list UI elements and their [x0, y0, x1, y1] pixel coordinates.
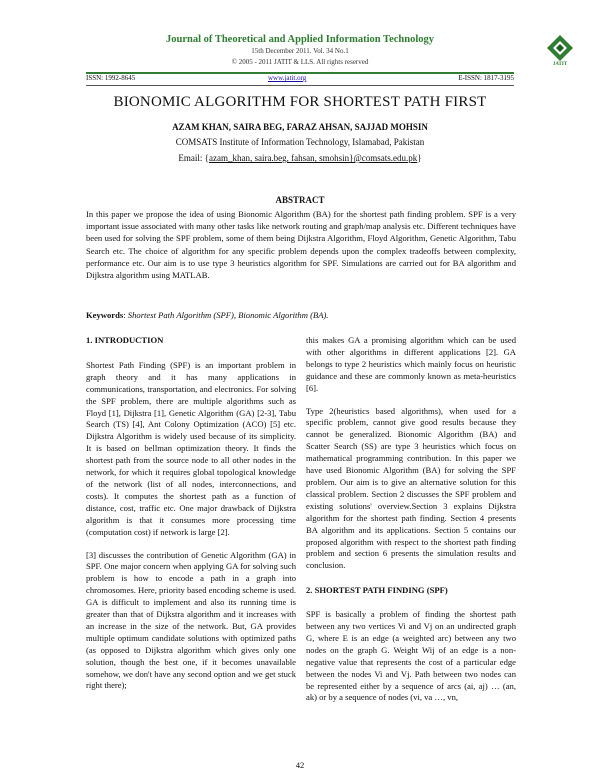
header-divider [86, 85, 514, 86]
email-address-link[interactable]: azam_khan, saira.beg, fahsan, smohsin}@comsats.edu.pk [208, 153, 418, 163]
abstract-text: In this paper we propose the idea of using Bionomic Algorithm (BA) for the shortest path finding problem. SPF is a very important issue associated with many other tasks like network routing and graph/map analysis etc. Different techniques have been used for solving the SPF problem, some of them being Dijkstra Algorithm, Floyd Algorithm, Genetic Algorithm, Tabu Search etc. The choice of algorithm for any specific problem depends upon the complex tradeoffs between complexity, performance etc. Our aim is to use type 3 heuristics algorithm for SPF. Simulations are carried out for BA algorithm and Dijkstra algorithm using MATLAB. [86, 209, 516, 281]
intro-paragraph-1: Shortest Path Finding (SPF) is an important problem in graph theory and it has many applications in communications, transportation, and electronics. For solving the SPF problem, there are multiple algorithms such as Floyd [1], Dijkstra [1], Genetic Algorithm (GA) [2-3], Tabu Search (TS) [4], Ant Colony Optimization (ACO) [5] etc. Dijkstra Algorithm is widely used because of its simplicity. It is based on bellman optimization theory. It finds the shortest path from the source node to all other nodes in the network, for which it requires global topological knowledge of the network (list of all nodes, interconnections, and costs). It computes the shortest path as a function of distance, cost, traffic etc. One major drawback of Dijkstra algorithm is that it consumes more processing time (computation cost) if network is large [2]. [86, 359, 296, 537]
logo-text: JATIT [552, 62, 568, 67]
eissn: E-ISSN: 1817-3195 [458, 74, 514, 82]
affiliation: COMSATS Institute of Information Technology, Islamabad, Pakistan [175, 137, 425, 147]
keywords-list: Shortest Path Algorithm (SPF), Bionomic Algorithm (BA). [127, 310, 329, 320]
keywords-line: Keywords: Shortest Path Algorithm (SPF), Bionomic Algorithm (BA). [86, 310, 329, 320]
issn-row [86, 74, 514, 84]
keywords-label: Keywords [86, 310, 124, 320]
left-column [86, 335, 296, 692]
authors: AZAM KHAN, SAIRA BEG, FARAZ AHSAN, SAJJAD MOHSIN [172, 122, 428, 132]
email-prefix: Email: { [178, 153, 209, 163]
journal-url-link[interactable]: www.jatit.org [268, 74, 307, 82]
intro-paragraph-3: this makes GA a promising algorithm which can be used with other algorithms in different applications [2]. GA belongs to type 2 heuristics which mainly focus on heuristic guidance and these are commonly known as meta-heuristics [6]. [306, 335, 516, 393]
abstract-heading: ABSTRACT [275, 195, 325, 205]
page-number: 42 [295, 760, 305, 770]
intro-paragraph-4: Type 2(heuristics based algorithms), when used for a specific problem, cannot give good results because they cannot be generalized. Bionomic Algorithm (BA) and Scatter Search (SS) are type 3 heuristics which focus on mathematical programming contribution. In this paper we have used Bionomic Algorithm (BA) for solving the SPF problem. Our aim is to give an alternative solution for this classical problem. Section 2 discusses the SPF problem and existing solutions' overview.Section 3 explains Dijkstra algorithm for the shortest path finding. Section 4 presents BA algorithm and its applications. Section 5 contains our proposed algorithm with respect to the shortest path finding problem and section 6 presents the simulation results and conclusion. [306, 405, 516, 571]
intro-paragraph-2: [3] discusses the contribution of Genetic Algorithm (GA) in SPF. One major concern when applying GA for solving such problem is how to encode a path in a graph into chromosomes. Here, priority based encoding scheme is used. GA is difficult to implement and also its running time is greater than that of Dijkstra algorithm and it increases with an increase in the size of the network. But, GA provides multiple optimum candidate solutions with optimized paths (as opposed to Dijkstra algorithm which gives only one solution, though the best one, if it becomes unavailable somehow, we don't have any second option and we get stuck right there); [86, 549, 297, 691]
email-suffix: } [417, 153, 422, 163]
issn: ISSN: 1992-8645 [86, 74, 136, 82]
copyright-line: © 2005 - 2011 JATIT & LLS. All rights reserved [231, 58, 369, 66]
paper-title: BIONOMIC ALGORITHM FOR SHORTEST PATH FIRST [113, 94, 487, 110]
spf-paragraph-1: SPF is basically a problem of finding the shortest path between any two vertices Vi and Vj on an undirected graph G, where E is an edge (a weighted arc) between any two nodes on the graph G. Weight Wij of an edge is a non-negative value that represents the cost of a particular edge between the nodes Vi and Vj. Path between two nodes can be represented either by a sequence of arcs (ai, aj) … (an, ak) or by a sequence of nodes (vi, va …, vn, [306, 609, 516, 703]
journal-title: Journal of Theoretical and Applied Information Technology [166, 34, 434, 45]
email-line [0, 153, 600, 163]
section-2-heading: 2. SHORTEST PATH FINDING (SPF) [306, 585, 448, 596]
right-column [306, 335, 516, 704]
issue-line: 15th December 2011. Vol. 34 No.1 [251, 47, 349, 55]
section-1-heading: 1. INTRODUCTION [86, 335, 164, 345]
jatit-logo-icon [545, 33, 575, 63]
